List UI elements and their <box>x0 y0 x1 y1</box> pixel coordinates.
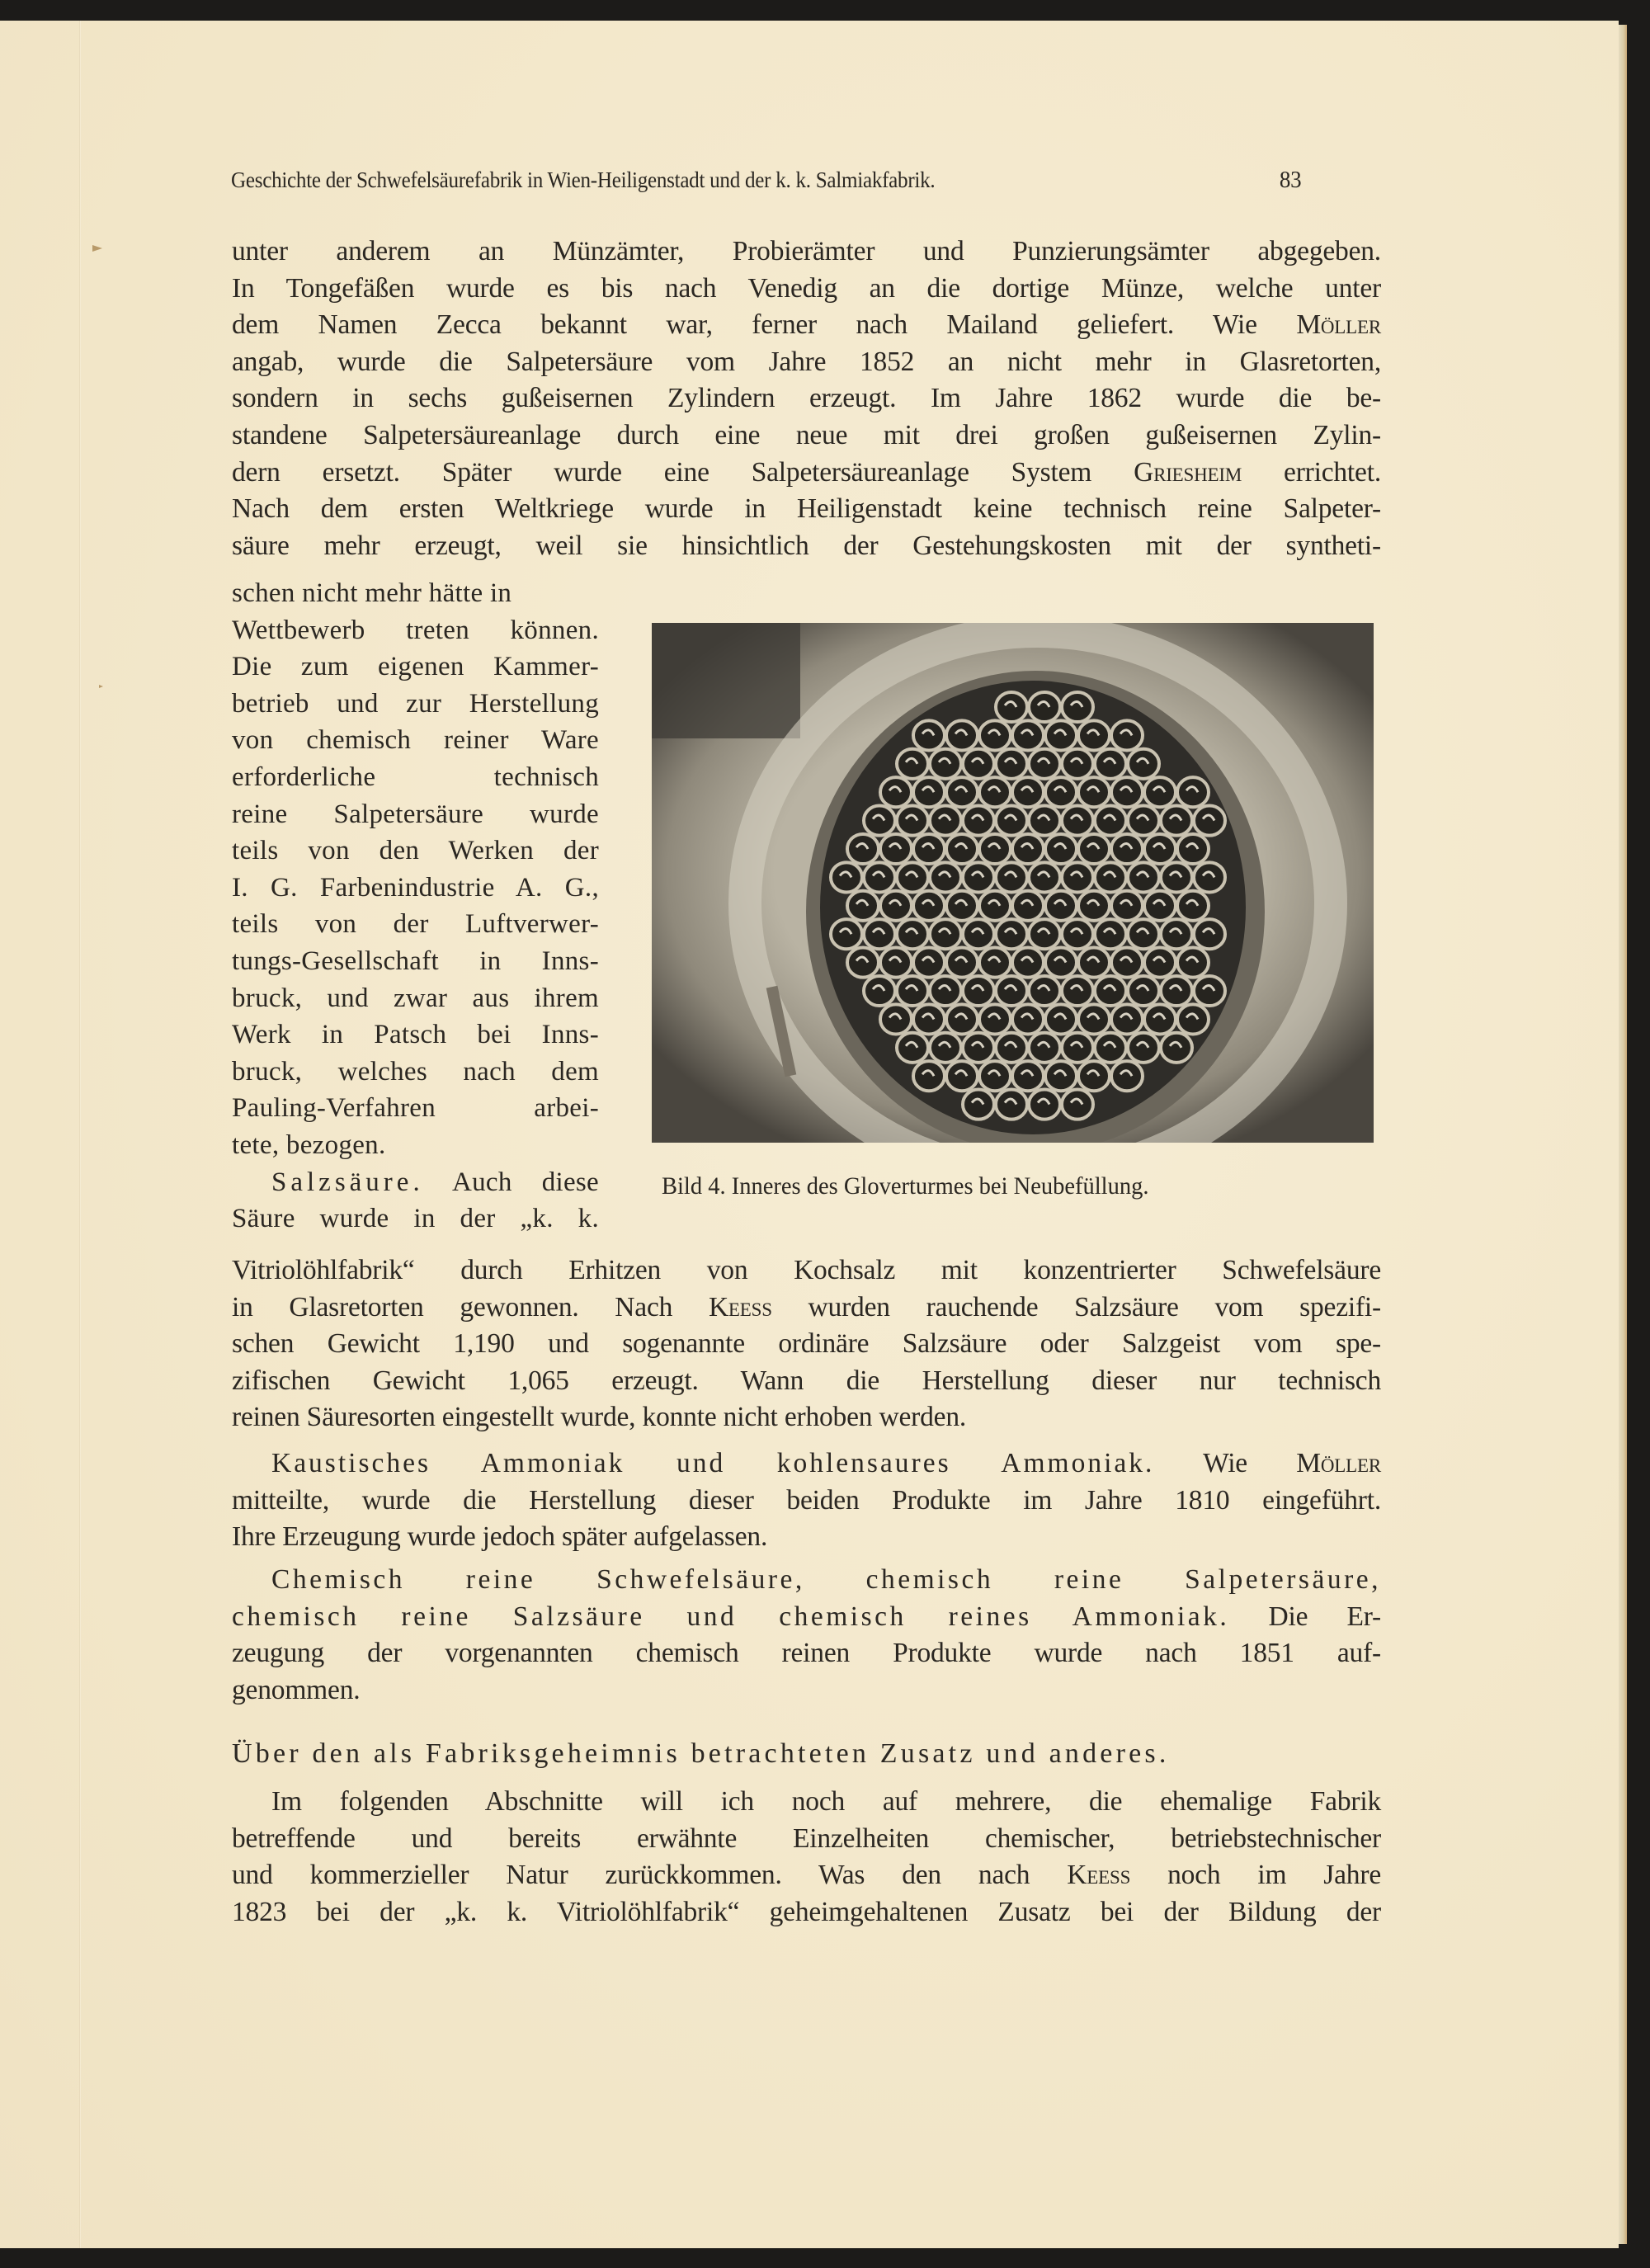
packing-ring <box>946 1004 978 1034</box>
text-line: bruck, und zwar aus ihrem <box>232 983 599 1013</box>
packing-ring <box>946 948 978 978</box>
packing-ring <box>979 834 1011 864</box>
paragraph-chemisch-rein <box>232 1562 1381 1709</box>
packing-ring <box>913 948 945 978</box>
system-name-griesheim: Griesheim <box>1134 456 1242 488</box>
run-in-heading-ammoniak: Kaustisches Ammoniak und kohlensaures Ammoniak. <box>271 1448 1155 1478</box>
packing-ring <box>963 806 994 836</box>
packing-ring <box>930 806 961 836</box>
packing-ring <box>1029 806 1060 836</box>
text-line: Pauling-Verfahren arbei- <box>232 1093 599 1124</box>
packing-ring <box>1012 777 1044 807</box>
packing-ring <box>897 749 928 779</box>
packing-ring <box>1194 919 1225 949</box>
packing-ring <box>1144 777 1176 807</box>
text-line: schen nicht mehr hätte in <box>232 578 512 608</box>
text-line: In Tongefäßen wurde es bis nach Venedig an die dortige Münze, welche unter <box>232 272 1381 304</box>
packing-ring <box>1012 948 1044 978</box>
packing-ring <box>1161 919 1192 949</box>
packing-ring <box>897 806 928 836</box>
packing-ring <box>1111 1061 1143 1091</box>
packing-ring <box>913 834 945 864</box>
packing-ring <box>847 948 879 978</box>
text-line: Im folgenden Abschnitte will ich noch auf mehrere, die ehemalige Fabrik <box>271 1786 1381 1817</box>
packing-ring <box>880 834 912 864</box>
packing-ring <box>831 862 862 892</box>
packing-ring <box>880 948 912 978</box>
packing-ring <box>1078 720 1110 750</box>
text-line <box>232 1562 1381 1599</box>
text-line: Werk in Patsch bei Inns- <box>232 1020 599 1050</box>
packing-ring <box>1062 1033 1093 1063</box>
text-line: dem Namen Zecca bekannt war, ferner nach Mailand geliefert. Wie Möller <box>232 309 1381 341</box>
packing-ring <box>1078 834 1110 864</box>
packing-ring <box>1194 806 1225 836</box>
packing-ring <box>897 976 928 1006</box>
packing-ring <box>1177 948 1209 978</box>
packing-ring <box>1062 976 1093 1006</box>
packing-ring <box>913 1004 945 1034</box>
packing-ring <box>1144 891 1176 921</box>
packing-ring <box>946 777 978 807</box>
packing-ring <box>1012 834 1044 864</box>
packing-ring <box>963 976 994 1006</box>
packing-ring <box>897 1033 928 1063</box>
text-line: Kaustisches Ammoniak und kohlensaures Ammoniak. Wie Möller <box>271 1448 1381 1478</box>
packing-ring <box>880 1004 912 1034</box>
author-name-moeller: Möller <box>1296 1448 1381 1478</box>
author-name-keess: Keess <box>708 1291 772 1323</box>
packing-ring <box>1062 1090 1093 1120</box>
text-line: in Glasretorten gewonnen. Nach Keess wurden rauchende Salzsäure vom spezifi- <box>232 1291 1381 1323</box>
running-title: Geschichte der Schwefelsäurefabrik in Wien-Heiligenstadt und der k. k. Salmiakfabrik. <box>231 167 936 192</box>
packing-ring <box>1012 720 1044 750</box>
text-line: erforderliche technisch <box>232 762 599 792</box>
page-edge <box>1619 25 1627 2244</box>
packing-ring <box>996 1090 1027 1120</box>
packing-ring <box>1161 806 1192 836</box>
packing-ring <box>1045 720 1077 750</box>
packing-ring <box>1128 919 1159 949</box>
packing-ring <box>930 862 961 892</box>
text-line: teils von der Luftverwer- <box>232 909 599 940</box>
packing-ring <box>1144 834 1176 864</box>
text-line: teils von den Werken der <box>232 836 599 866</box>
packing-ring <box>979 891 1011 921</box>
packing-ring <box>930 1033 961 1063</box>
packing-ring <box>1095 1033 1126 1063</box>
packing-ring <box>1128 749 1159 779</box>
packing-ring <box>1029 919 1060 949</box>
packing-ring <box>1078 948 1110 978</box>
packing-ring <box>1177 777 1209 807</box>
text-line: standene Salpetersäureanlage durch eine neue mit drei großen gußeisernen Zylin- <box>232 419 1381 450</box>
text-line: unter anderem an Münzämter, Probierämter und Punzierungsämter abgegeben. <box>232 236 1381 266</box>
text-line: genommen. <box>232 1674 361 1705</box>
packing-ring <box>1012 891 1044 921</box>
paragraph-salpetersaeure <box>232 233 1381 564</box>
packing-ring <box>1045 777 1077 807</box>
packing-ring <box>979 720 1011 750</box>
packing-ring <box>996 692 1027 722</box>
author-name-keess: Keess <box>1067 1860 1131 1891</box>
run-in-heading-chemisch-rein-2: chemisch reine Salzsäure und chemisch reines Ammoniak. <box>232 1601 1230 1632</box>
packing-ring <box>930 919 961 949</box>
packing-ring <box>1029 749 1060 779</box>
text-line: Die zum eigenen Kammer- <box>232 652 599 682</box>
packing-ring <box>1045 1061 1077 1091</box>
packing-ring <box>1161 1033 1192 1063</box>
packing-ring <box>1111 834 1143 864</box>
packing-ring <box>946 1061 978 1091</box>
packing-ring <box>963 862 994 892</box>
packing-ring <box>847 891 879 921</box>
packing-ring <box>913 891 945 921</box>
section-heading: Über den als Fabriksgeheimnis betrachteten Zusatz und anderes. <box>232 1738 1170 1769</box>
packing-ring <box>1062 919 1093 949</box>
packing-ring <box>963 919 994 949</box>
packing-ring <box>979 777 1011 807</box>
packing-ring <box>979 948 1011 978</box>
text-line: sondern in sechs gußeisernen Zylindern erzeugt. Im Jahre 1862 wurde die be- <box>232 383 1381 414</box>
packing-ring <box>1045 948 1077 978</box>
text-line: zeugung der vorgenannten chemisch reinen Produkte wurde nach 1851 auf- <box>232 1638 1381 1669</box>
gutter-fold <box>79 21 81 2248</box>
packing-ring <box>946 720 978 750</box>
packing-ring <box>864 862 895 892</box>
packing-ring <box>1194 976 1225 1006</box>
text-line: zifischen Gewicht 1,065 erzeugt. Wann die Herstellung dieser nur technisch <box>232 1365 1381 1396</box>
packing-ring <box>1095 749 1126 779</box>
packing-ring <box>1062 862 1093 892</box>
text-line: Nach dem ersten Weltkriege wurde in Heiligenstadt keine technisch reine Salpeter- <box>232 493 1381 525</box>
packing-ring <box>996 1033 1027 1063</box>
text-line: Vitriolöhlfabrik“ durch Erhitzen von Kochsalz mit konzentrierter Schwefelsäure <box>232 1255 1381 1285</box>
packing-ring <box>1062 692 1093 722</box>
packing-ring <box>864 919 895 949</box>
packing-ring <box>1045 1004 1077 1034</box>
packing-ring <box>1029 1090 1060 1120</box>
text-line: Wettbewerb treten können. <box>232 615 599 645</box>
packing-ring <box>913 777 945 807</box>
packing-ring <box>1128 862 1159 892</box>
packing-ring <box>897 862 928 892</box>
paragraph-fabriksgeheimnis <box>232 1784 1381 1931</box>
text-line: reinen Säuresorten eingestellt wurde, konnte nicht erhoben werden. <box>232 1402 967 1433</box>
run-in-heading-salzsaeure: Salzsäure. <box>271 1167 424 1197</box>
text-line: Ihre Erzeugung wurde jedoch später aufgelassen. <box>232 1521 768 1553</box>
packing-ring <box>1045 834 1077 864</box>
packing-ring <box>1012 1004 1044 1034</box>
text-line: von chemisch reiner Ware <box>232 725 599 756</box>
packing-ring <box>946 891 978 921</box>
packing-ring <box>1029 976 1060 1006</box>
packing-ring <box>880 891 912 921</box>
packing-ring <box>1177 891 1209 921</box>
packing-ring <box>1128 806 1159 836</box>
text-line: tete, bezogen. <box>232 1129 386 1160</box>
figure-caption: Bild 4. Inneres des Gloverturmes bei Neubefüllung. <box>662 1172 1149 1200</box>
packing-ring <box>1095 976 1126 1006</box>
packing-ring <box>1111 720 1143 750</box>
packing-ring <box>996 749 1027 779</box>
packing-ring <box>1111 891 1143 921</box>
packing-ring <box>1111 1004 1143 1034</box>
packing-ring <box>1144 1004 1176 1034</box>
packing-ring <box>1012 1061 1044 1091</box>
packing-ring <box>963 749 994 779</box>
packing-ring <box>1045 891 1077 921</box>
packing-ring <box>996 862 1027 892</box>
packing-ring <box>1161 862 1192 892</box>
packing-ring <box>1078 1061 1110 1091</box>
run-in-heading-chemisch-rein-1: Chemisch reine Schwefelsäure, chemisch reine Salpetersäure, <box>271 1564 1381 1595</box>
packing-ring <box>880 777 912 807</box>
packing-ring <box>996 919 1027 949</box>
figure-photo-glover-tower <box>652 623 1374 1143</box>
packing-ring <box>1111 777 1143 807</box>
packing-ring <box>1194 862 1225 892</box>
paragraph-ammoniak <box>232 1445 1381 1556</box>
packing-ring <box>847 834 879 864</box>
packing-ring <box>1078 1004 1110 1034</box>
packing-ring <box>1029 1033 1060 1063</box>
packing-ring <box>913 720 945 750</box>
text-line: angab, wurde die Salpetersäure vom Jahre 1852 an nicht mehr in Glasretorten, <box>232 346 1381 377</box>
packing-ring <box>1078 891 1110 921</box>
packing-ring <box>979 1004 1011 1034</box>
packing-ring <box>1177 834 1209 864</box>
packing-ring <box>963 1090 994 1120</box>
packing-ring <box>996 806 1027 836</box>
packing-ring <box>831 919 862 949</box>
packing-ring <box>1111 948 1143 978</box>
text-line: Salzsäure. Auch diese <box>271 1167 599 1197</box>
text-line: und kommerzieller Natur zurückkommen. Was den nach Keess noch im Jahre <box>232 1860 1381 1891</box>
text-line: 1823 bei der „k. k. Vitriolöhlfabrik“ geheimgehaltenen Zusatz bei der Bildung der <box>232 1896 1381 1927</box>
packing-ring <box>913 1061 945 1091</box>
text-line: säure mehr erzeugt, weil sie hinsichtlich der Gestehungskosten mit der syntheti- <box>232 530 1381 561</box>
packing-ring <box>996 976 1027 1006</box>
packing-ring <box>864 806 895 836</box>
packing-ring <box>1029 862 1060 892</box>
running-header <box>231 167 1301 194</box>
packing-ring <box>1128 1033 1159 1063</box>
author-name-moeller: Möller <box>1296 309 1381 341</box>
text-line: reine Salpetersäure wurde <box>232 799 599 829</box>
packing-ring <box>1062 749 1093 779</box>
text-line: betrieb und zur Herstellung <box>232 688 599 719</box>
narrow-text-column <box>232 575 599 1238</box>
page-number: 83 <box>1279 167 1302 193</box>
text-line: tungs-Gesellschaft in Inns- <box>232 945 599 976</box>
text-line: I. G. Farbenindustrie A. G., <box>232 872 599 903</box>
text-line: mitteilte, wurde die Herstellung dieser beiden Produkte im Jahre 1810 eingeführt. <box>232 1484 1381 1516</box>
packing-ring <box>1095 806 1126 836</box>
text-line: chemisch reine Salzsäure und chemisch reines Ammoniak. Die Er- <box>232 1601 1381 1632</box>
packing-ring <box>1095 862 1126 892</box>
packing-ring <box>1177 1004 1209 1034</box>
text-line: bruck, welches nach dem <box>232 1056 599 1087</box>
packing-ring <box>897 919 928 949</box>
text-line: betreffende und bereits erwähnte Einzelheiten chemischer, betriebstechnischer <box>232 1822 1381 1854</box>
paragraph-salzsaeure <box>232 1252 1381 1436</box>
packing-ring <box>864 976 895 1006</box>
packing-ring <box>979 1061 1011 1091</box>
packing-ring <box>930 976 961 1006</box>
packing-ring <box>1062 806 1093 836</box>
text-line: dern ersetzt. Später wurde eine Salpetersäureanlage System Griesheim errichtet. <box>232 456 1381 488</box>
packing-ring <box>1029 692 1060 722</box>
packing-ring <box>1144 948 1176 978</box>
packing-ring <box>946 834 978 864</box>
text-line: Säure wurde in der „k. k. <box>232 1204 599 1234</box>
photo-shadow-corner <box>652 623 800 738</box>
text-line: schen Gewicht 1,190 und sogenannte ordinäre Salzsäure oder Salzgeist vom spe- <box>232 1328 1381 1360</box>
packing-ring <box>1128 976 1159 1006</box>
packing-ring <box>1095 919 1126 949</box>
packing-ring <box>1161 976 1192 1006</box>
packing-ring <box>930 749 961 779</box>
glover-tower-photo <box>652 623 1374 1143</box>
packing-ring <box>963 1033 994 1063</box>
packing-ring <box>1078 777 1110 807</box>
